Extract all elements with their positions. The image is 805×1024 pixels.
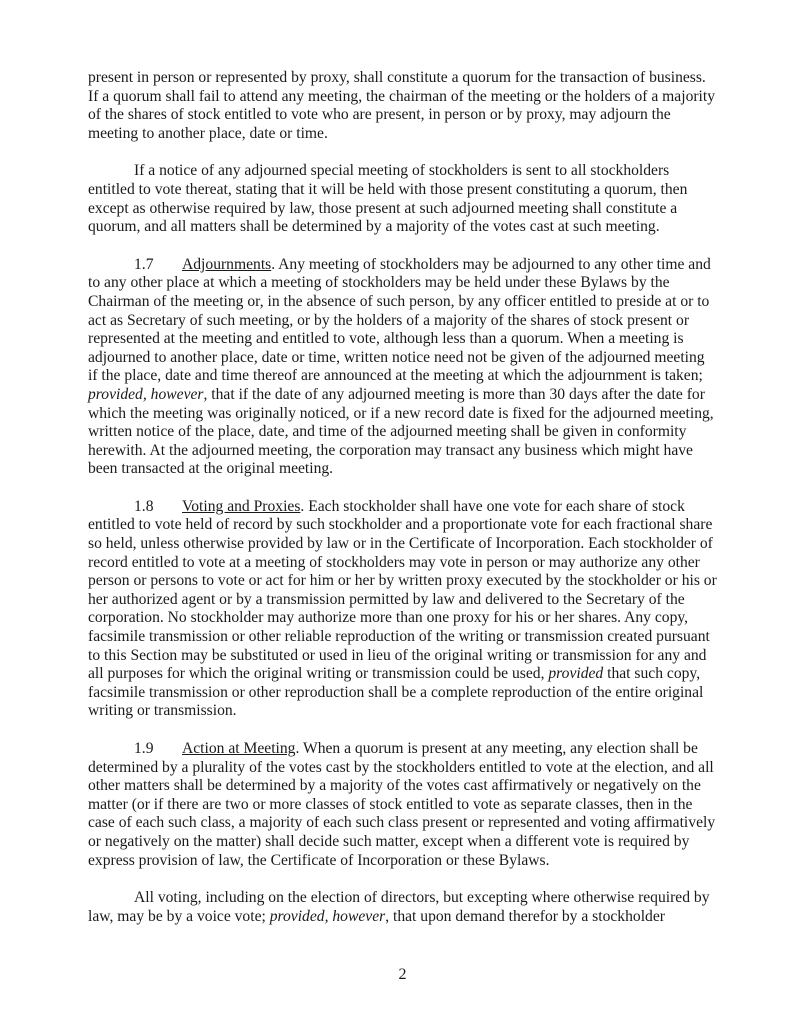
section-1-8-voting-and-proxies bbox=[88, 498, 718, 721]
section-text: . Any meeting of stockholders may be adjourned to any other time and to any other place at which a meeting of stockholders may be held under these Bylaws by the Chairman of the meeting or, in the absence of such person, by any officer entitled to preside at or to act as Secretary of such meeting, or by the holders of a majority of the shares of stock present or represented at the meeting and entitled to vote, although less than a quorum. When a meeting is adjourned to another place, date or time, written notice need not be given of the adjourned meeting if the place, date and time thereof are announced at the meeting at which the adjournment is taken; bbox=[88, 255, 711, 385]
section-text-continued: that such copy, facsimile transmission or other reproduction shall be a complete reproduction of the entire original writing or transmission. bbox=[88, 665, 704, 720]
italic-proviso: provided bbox=[548, 665, 604, 683]
paragraph-text-continued: , that upon demand therefor by a stockholder bbox=[385, 907, 665, 925]
paragraph-adjourned-special-meeting: If a notice of any adjourned special meeting of stockholders is sent to all stockholders entitled to vote thereat, stating that it will be held with those present constituting a quorum, then except as otherwise required by law, those present at such adjourned meeting shall constitute a quorum, and all matters shall be determined by a majority of the votes cast at such meeting. bbox=[88, 162, 688, 236]
section-number: 1.8 bbox=[134, 497, 154, 515]
page-number: 2 bbox=[398, 966, 407, 983]
section-text-continued: , that if the date of any adjourned meeting is more than 30 days after the date for which the meeting was originally noticed, or if a new record date is fixed for the adjourned meeting, written notice of the place, date, and time of the adjourned meeting shall be given in conformity herewith. At the adjourned meeting, the corporation may transact any business which might have been transacted at the original meeting. bbox=[88, 385, 714, 478]
paragraph-voice-vote bbox=[88, 889, 718, 926]
section-text: . When a quorum is present at any meeting, any election shall be determined by a plurality of the votes cast by the stockholders entitled to vote at the election, and all other matters shall be determined by a majority of the votes cast affirmatively or negatively on the matter (or if there are two or more classes of stock entitled to vote as separate classes, then in the case of each such class, a majority of each such class present or represented and voting affirmatively or negatively on the matter) shall decide such matter, except when a different vote is required by express provision of law, the Certificate of Incorporation or these Bylaws. bbox=[88, 740, 716, 869]
paragraph-text: All voting, including on the election of directors, but excepting where otherwise required by law, may be by a voice vote; bbox=[88, 889, 710, 925]
document-page bbox=[88, 69, 718, 945]
paragraph-quorum-continued: present in person or represented by proxy, shall constitute a quorum for the transaction of business. If a quorum shall fail to attend any meeting, the chairman of the meeting or the holders of a majority of the shares of stock entitled to vote who are present, in person or by proxy, may adjourn the meeting to another place, date or time. bbox=[88, 69, 716, 142]
section-1-7-adjournments bbox=[88, 256, 718, 479]
section-1-9-action-at-meeting bbox=[88, 740, 718, 870]
section-number: 1.7 bbox=[134, 255, 154, 273]
italic-proviso: provided, however bbox=[88, 385, 204, 403]
section-title: Action at Meeting bbox=[182, 740, 296, 757]
section-title: Voting and Proxies bbox=[182, 497, 301, 515]
section-text: . Each stockholder shall have one vote for each share of stock entitled to vote held of record by such stockholder and a proportionate vote for each fractional share so held, unless otherwise provided by law or in the Certificate of Incorporation. Each stockholder of record entitled to vote at a meeting of stockholders may vote in person or may authorize any other person or persons to vote or act for him or her by written proxy executed by the stockholder or his or her authorized agent or by a transmission permitted by law and delivered to the Secretary of the corporation. No stockholder may authorize more than one proxy for his or her shares. Any copy, facsimile transmission or other reliable reproduction of the writing or transmission created pursuant to this Section may be substituted or used in lieu of the original writing or transmission for any and all purposes for which the original writing or transmission could be used, bbox=[88, 497, 717, 683]
section-number: 1.9 bbox=[134, 740, 154, 757]
section-title: Adjournments bbox=[182, 255, 272, 273]
italic-proviso: provided, however bbox=[269, 907, 386, 925]
